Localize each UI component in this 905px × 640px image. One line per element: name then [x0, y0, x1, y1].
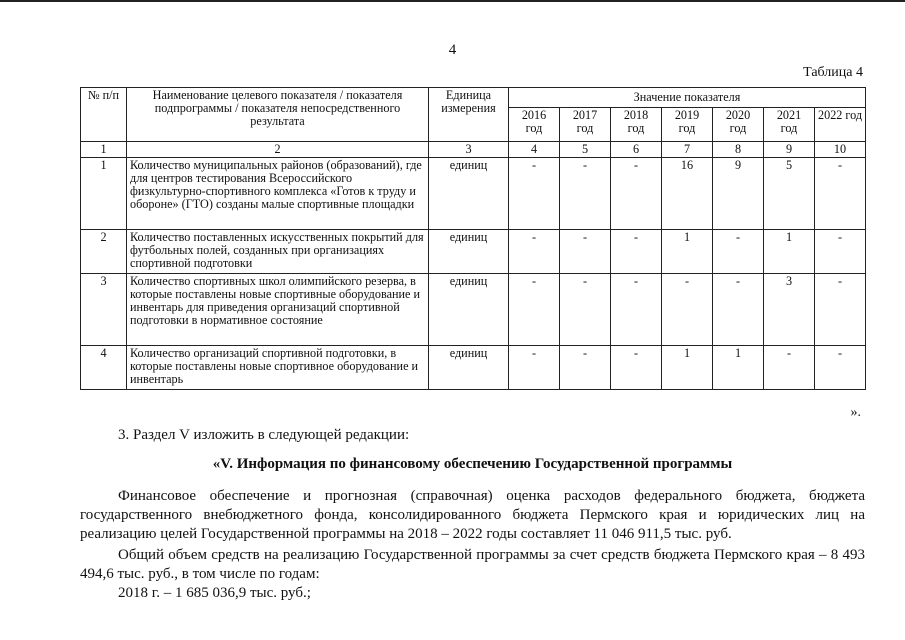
item-3-text: 3. Раздел V изложить в следующей редакции:: [118, 427, 410, 443]
row-value: -: [815, 158, 866, 230]
row-value: 1: [764, 230, 815, 274]
row-value: -: [509, 274, 560, 346]
row-value: 1: [713, 346, 764, 390]
header-year: 2016 год: [509, 108, 560, 142]
row-value: -: [560, 158, 611, 230]
row-unit: единиц: [429, 158, 509, 230]
indicator-table: [80, 87, 866, 390]
row-num: 4: [81, 346, 127, 390]
section-heading: «V. Информация по финансовому обеспечению Государственной программы: [212, 456, 733, 472]
row-value: 1: [662, 230, 713, 274]
row-value: -: [611, 346, 662, 390]
row-num: 2: [81, 230, 127, 274]
table-row: [81, 230, 866, 274]
col-number: 2: [127, 142, 429, 158]
row-value: 9: [713, 158, 764, 230]
col-number: 1: [81, 142, 127, 158]
page-number: 4: [448, 42, 457, 58]
col-number: 10: [815, 142, 866, 158]
row-value: 5: [764, 158, 815, 230]
row-value: -: [509, 230, 560, 274]
column-number-row: [81, 142, 866, 158]
row-name: Количество поставленных искусственных покрытий для футбольных полей, созданных при организациях спортивной подготовки: [127, 230, 429, 274]
row-value: -: [713, 230, 764, 274]
row-value: -: [560, 274, 611, 346]
col-number: 8: [713, 142, 764, 158]
header-year: 2018 год: [611, 108, 662, 142]
row-value: -: [611, 158, 662, 230]
paragraph-total-volume: Общий объем средств на реализацию Государственной программы за счет средств бюджета Пермского края – 8 493 494,6 тыс. руб., в том числе по годам:: [80, 547, 865, 582]
header-year: 2022 год: [815, 108, 866, 142]
row-value: -: [815, 230, 866, 274]
row-value: -: [713, 274, 764, 346]
table-row: [81, 274, 866, 346]
row-value: 16: [662, 158, 713, 230]
row-name: Количество муниципальных районов (образований), где для центров тестирования Всероссийского физкультурно-спортивного комплекса «Готов к труду и обороне» (ГТО) созданы малые спортивные площадки: [127, 158, 429, 230]
row-value: -: [560, 346, 611, 390]
header-row-1: [81, 88, 866, 108]
row-value: -: [560, 230, 611, 274]
header-year: 2017 год: [560, 108, 611, 142]
row-value: -: [509, 158, 560, 230]
row-value: -: [815, 274, 866, 346]
table-row: [81, 158, 866, 230]
header-unit: Единица измерения: [429, 88, 509, 142]
row-value: -: [764, 346, 815, 390]
row-unit: единиц: [429, 274, 509, 346]
page-top-edge: [0, 0, 905, 2]
header-name: Наименование целевого показателя / показателя подпрограммы / показателя непосредственного результата: [127, 88, 429, 142]
header-value-group: Значение показателя: [509, 88, 866, 108]
col-number: 4: [509, 142, 560, 158]
row-value: 3: [764, 274, 815, 346]
row-value: -: [611, 274, 662, 346]
paragraph-financing: Финансовое обеспечение и прогнозная (справочная) оценка расходов федерального бюджета, бюджета государственного внебюджетного фонда, консолидированного бюджета Пермского края и юридических лиц на реализацию целей Государственной программы на 2018 – 2022 годы составляет 11 046 911,5 тыс. руб.: [80, 488, 865, 542]
table-label: Таблица 4: [803, 65, 863, 80]
paragraph-year-2018: 2018 г. – 1 685 036,9 тыс. руб.;: [118, 585, 311, 601]
header-year: 2019 год: [662, 108, 713, 142]
header-year: 2021 год: [764, 108, 815, 142]
row-name: Количество спортивных школ олимпийского резерва, в которые поставлены новые спортивные оборудование и инвентарь для приведения организаций спортивной подготовки в нормативное состояние: [127, 274, 429, 346]
row-unit: единиц: [429, 346, 509, 390]
col-number: 3: [429, 142, 509, 158]
row-name: Количество организаций спортивной подготовки, в которые поставлены новые спортивное оборудование и инвентарь: [127, 346, 429, 390]
col-number: 7: [662, 142, 713, 158]
row-num: 1: [81, 158, 127, 230]
col-number: 6: [611, 142, 662, 158]
table-row: [81, 346, 866, 390]
col-number: 5: [560, 142, 611, 158]
col-number: 9: [764, 142, 815, 158]
row-value: 1: [662, 346, 713, 390]
header-year: 2020 год: [713, 108, 764, 142]
row-num: 3: [81, 274, 127, 346]
row-value: -: [662, 274, 713, 346]
row-value: -: [509, 346, 560, 390]
row-value: -: [611, 230, 662, 274]
row-value: -: [815, 346, 866, 390]
header-num: № п/п: [81, 88, 127, 142]
row-unit: единиц: [429, 230, 509, 274]
closing-quote: ».: [850, 405, 861, 420]
